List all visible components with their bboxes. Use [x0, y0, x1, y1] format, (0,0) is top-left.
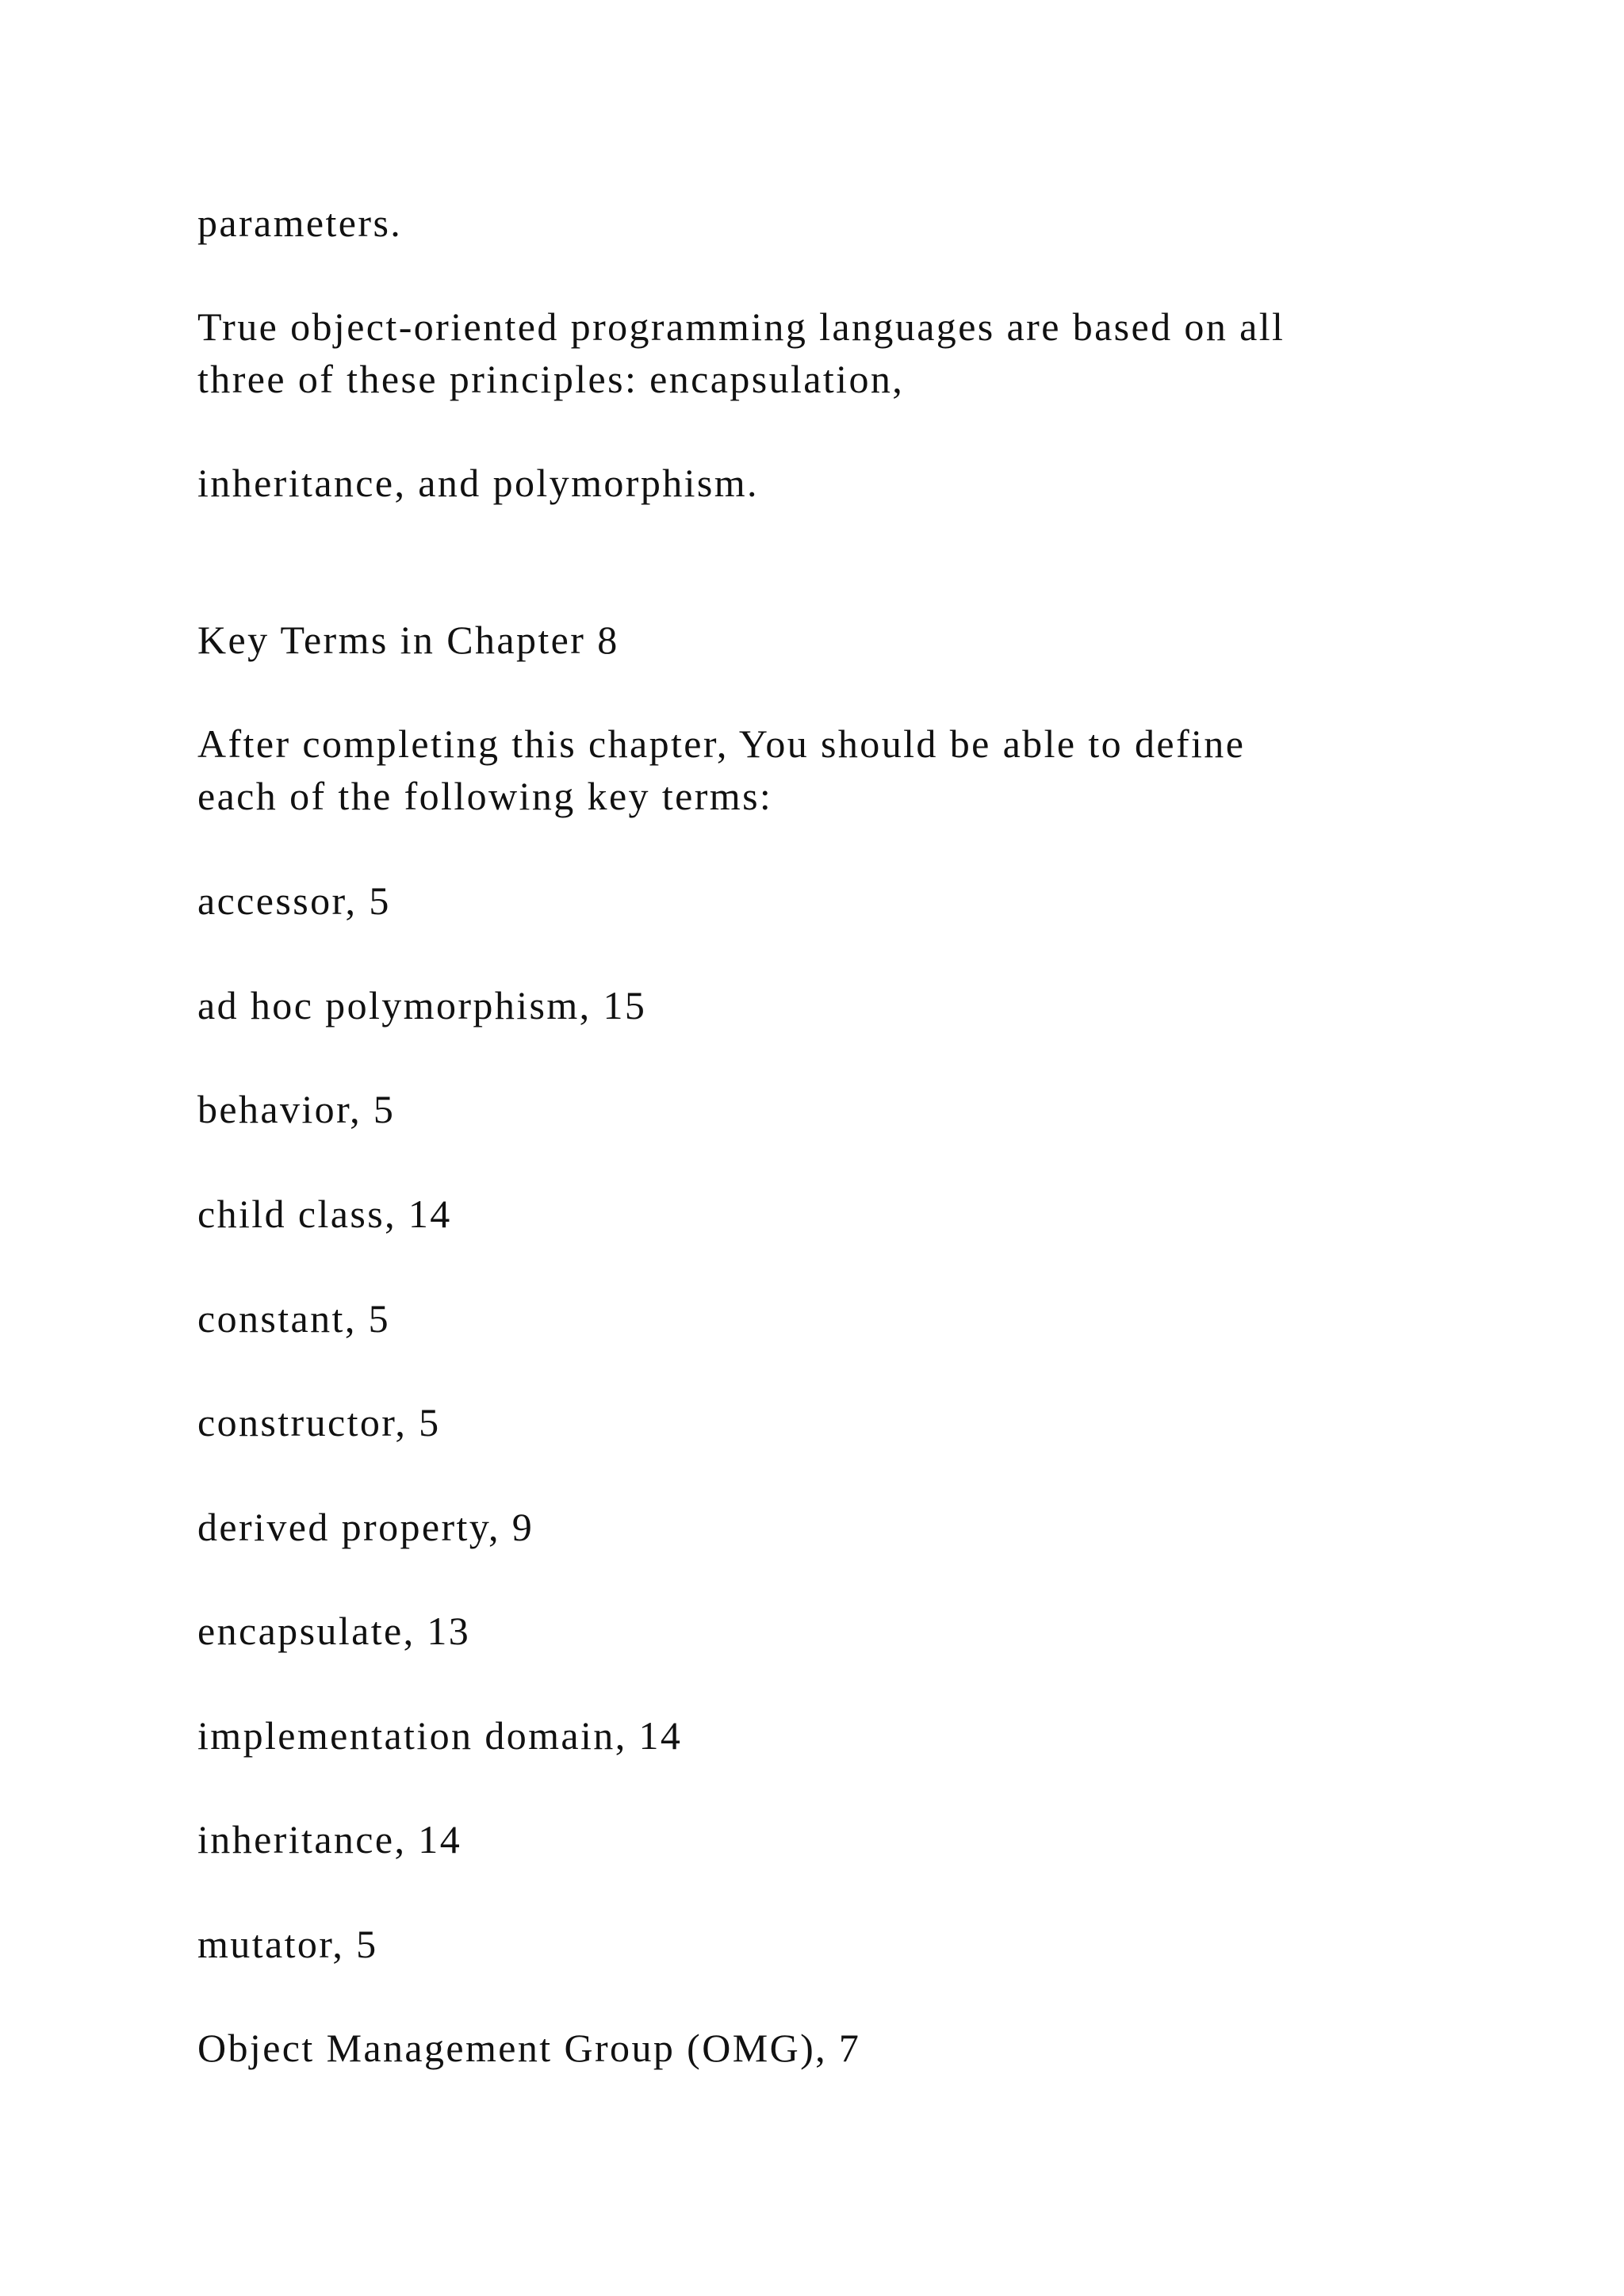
text-line-intro-2: each of the following key terms:	[197, 774, 773, 818]
text-line-parameters: parameters.	[197, 201, 403, 245]
text-line-oop-sentence-2: three of these principles: encapsulation,	[197, 357, 905, 401]
section-heading: Key Terms in Chapter 8	[197, 618, 619, 662]
text-line-intro-1: After completing this chapter, You should be able to define	[197, 721, 1246, 766]
key-term-item: mutator, 5	[197, 1922, 378, 1966]
key-term-item: encapsulate, 13	[197, 1609, 471, 1653]
text-line-oop-sentence-3: inheritance, and polymorphism.	[197, 461, 759, 505]
key-term-item: implementation domain, 14	[197, 1713, 683, 1758]
key-term-item: child class, 14	[197, 1192, 452, 1236]
key-term-item: constant, 5	[197, 1296, 391, 1341]
key-term-item: behavior, 5	[197, 1087, 396, 1131]
key-term-item: accessor, 5	[197, 878, 391, 923]
text-line-oop-sentence-1: True object-oriented programming languages are based on all	[197, 304, 1285, 349]
key-term-item: inheritance, 14	[197, 1817, 462, 1862]
key-term-item: ad hoc polymorphism, 15	[197, 983, 647, 1027]
key-term-item: Object Management Group (OMG), 7	[197, 2026, 861, 2070]
key-term-item: derived property, 9	[197, 1505, 534, 1549]
key-term-item: constructor, 5	[197, 1400, 441, 1445]
